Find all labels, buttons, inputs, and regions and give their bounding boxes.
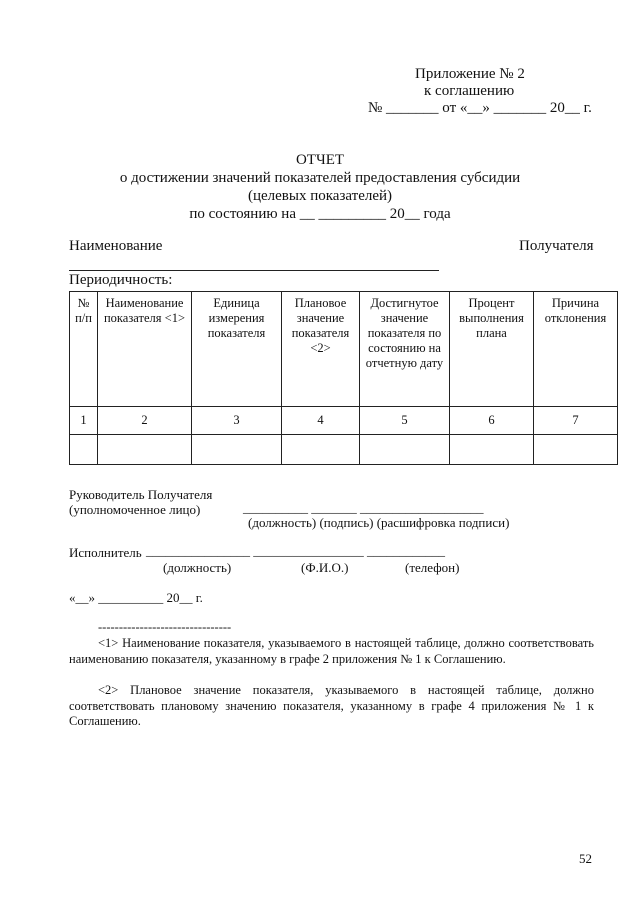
column-number-cell: 6 <box>450 407 534 435</box>
footnote-separator: -------------------------------- <box>98 620 232 634</box>
head-label-authorized: (уполномоченное лицо) <box>69 502 201 517</box>
recipient-name-label: Наименование <box>69 238 163 254</box>
report-subtitle-2: (целевых показателей) <box>247 188 393 204</box>
table-row <box>70 407 618 435</box>
footnote-2: <2> Плановое значение показателя, указываемого в настоящей таблице, должно соответствовать плановому значению показателя, указанному в графе 4 приложения № 1 к Соглашению. <box>69 683 594 728</box>
recipient-label: Получателя <box>519 238 594 254</box>
empty-cell[interactable] <box>282 435 360 465</box>
empty-cell[interactable] <box>450 435 534 465</box>
header-cell-reason: Причина отклонения <box>534 292 618 407</box>
report-title: ОТЧЕТ <box>295 152 345 168</box>
empty-cell[interactable] <box>534 435 618 465</box>
column-number-cell: 7 <box>534 407 618 435</box>
periodicity-label: Периодичность: <box>69 272 173 288</box>
head-signature-blanks: __________ _______ ___________________ <box>243 500 484 515</box>
table-header-row <box>70 292 618 407</box>
executor-caption-name: (Ф.И.О.) <box>301 560 349 575</box>
empty-cell[interactable] <box>98 435 192 465</box>
header-cell-unit: Единица измерения показателя <box>192 292 282 407</box>
agreement-reference: № _______ от «__» _______ 20__ г. <box>368 100 592 116</box>
header-cell-achieved-value: Достигнутое значение показателя по состоянию на отчетную дату <box>360 292 450 407</box>
column-number-cell: 5 <box>360 407 450 435</box>
page-number: 52 <box>579 851 592 866</box>
executor-caption-phone: (телефон) <box>405 560 460 575</box>
date-line: «__» __________ 20__ г. <box>69 590 203 605</box>
recipient-name-line <box>69 270 439 271</box>
agreement-label: к соглашению <box>424 83 515 99</box>
table-row <box>70 435 618 465</box>
executor-label: Исполнитель <box>69 545 142 560</box>
head-signature-captions: (должность) (подпись) (расшифровка подписи) <box>248 515 510 530</box>
empty-cell[interactable] <box>360 435 450 465</box>
report-table <box>69 291 618 465</box>
column-number-cell: 3 <box>192 407 282 435</box>
appendix-title: Приложение № 2 <box>415 66 525 82</box>
report-date-line: по состоянию на __ _________ 20__ года <box>189 206 451 222</box>
executor-caption-position: (должность) <box>163 560 232 575</box>
column-number-cell: 4 <box>282 407 360 435</box>
column-number-cell: 1 <box>70 407 98 435</box>
empty-cell[interactable] <box>192 435 282 465</box>
executor-blanks: ________________ _________________ ____________ <box>146 543 445 558</box>
footnote-1: <1> Наименование показателя, указываемого в настоящей таблице, должно соответствовать наименованию показателя, указанному в графе 2 приложения № 1 к Соглашению. <box>69 636 594 666</box>
empty-cell[interactable] <box>70 435 98 465</box>
report-subtitle: о достижении значений показателей предоставления субсидии <box>119 170 521 186</box>
head-label: Руководитель Получателя <box>69 487 213 502</box>
header-cell-planned-value: Плановое значение показателя <2> <box>282 292 360 407</box>
header-cell-percent: Процент выполнения плана <box>450 292 534 407</box>
header-cell-number: № п/п <box>70 292 98 407</box>
header-cell-indicator-name: Наименование показателя <1> <box>98 292 192 407</box>
column-number-cell: 2 <box>98 407 192 435</box>
